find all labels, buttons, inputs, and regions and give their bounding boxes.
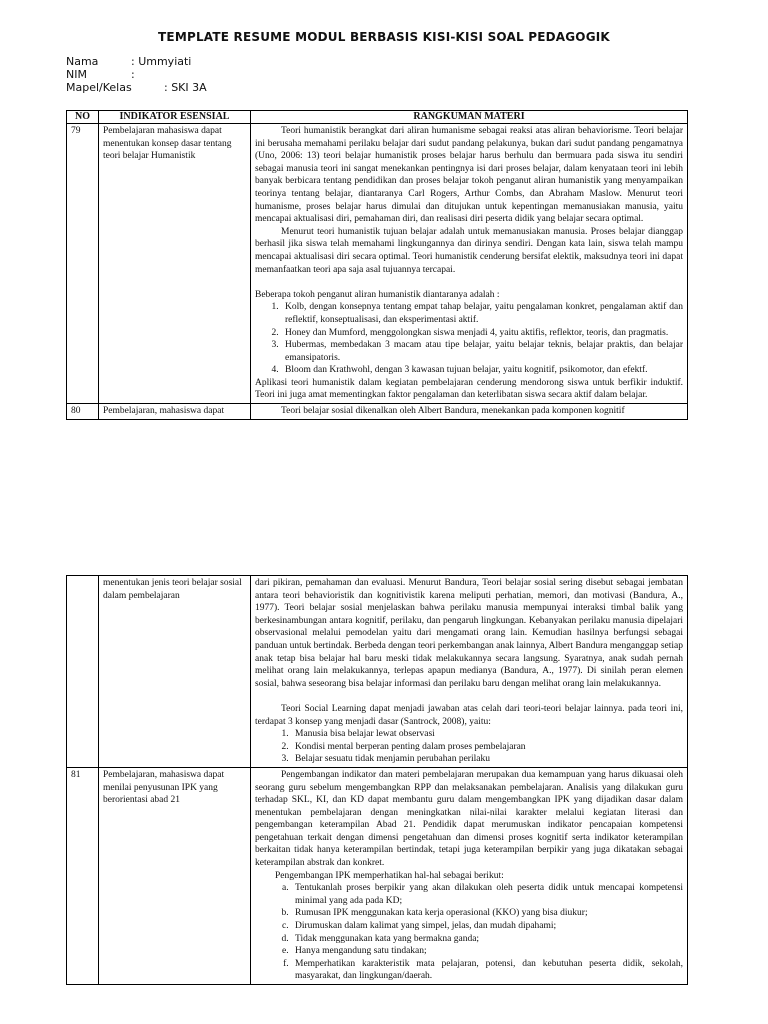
list-item: 1. Kolb, dengan konsepnya tentang empat tahap belajar, yaitu pengalaman konkret, pengalaman aktif dan reflektif, konseptualisasi, dan eksperimentasi aktif. [281,301,683,326]
list-item: a. Tentukanlah proses berpikir yang akan dilakukan oleh peserta didik untuk mencapai kompetensi minimal yang ada pada KD; [291,882,683,907]
mapel-label: Mapel/Kelas [66,81,132,94]
row80-indicator-text: Pembelajaran, mahasiswa dapat [103,406,225,416]
row80-paragraph-1: dari pikiran, pemahaman dan evaluasi. Menurut Bandura, Teori belajar sosial sering disebut sebagai jembatan antara teori behavioristik dan kognitivistik karena meliputi perhatian, memori, dan motivasi (Bandura, A., 1977). Teori belajar sosial menjelaskan bahwa perilaku manusia mempunyai interaksi timbal balik yang berkesinambungan antara kognitif, perilaku, dan pengaruh lingkungan. Kebanyakan perilaku manusia dipelajari observasional melalui pemodelan yaitu dari mengamati orang lain. Kemudian hasilnya berfungsi sebagai panduan untuk bertindak. Berbeda dengan teori perkembangan anak lainnya, Albert Bandura menganggap setiap anak tetap bisa belajar hal baru meski tidak melakukannya secara langsung. Syaratnya, anak sudah pernah melihat orang lain melakukannya, terlepas apapun medianya (Bandura, A., 1977). Di sinilah peran elemen sosial, bahwa seseorang bisa belajar informasi dan perilaku baru dengan melihat orang lain melakukannya. [255,578,683,689]
table-row-80-start [67,404,688,420]
row80-summary-part1 [251,404,688,420]
list-item: e. Hanya mengandung satu tindakan; [291,945,683,958]
nama-label: Nama [66,55,99,68]
row80-konsep-list [255,728,683,766]
list-item: d. Tidak menggunakan kata yang bermakna ganda; [291,933,683,946]
table-row-79 [67,124,688,404]
row80-indicator-part1 [99,404,251,420]
row79-paragraph-2: Menurut teori humanistik tujuan belajar adalah untuk memanusiakan manusia. Proses belajar dianggap berhasil jika siswa telah memahami lingkungannya dan dirinya sendiri. Dengan kata lain, siswa telah mampu mencapai aktualisasi diri secara optimal. Teori humanistik cenderung bersifat elektik, maksudnya teori ini dapat memanfaatkan teori apa saja asal tujuannya tercapai. [255,226,683,275]
row81-ipk-list [255,882,683,983]
list-item: b. Rumusan IPK menggunakan kata kerja operasional (KKO) yang bisa diukur; [291,907,683,920]
row79-indicator: Pembelajaran mahasiswa dapat menentukan konsep dasar tentang teori belajar Humanistik [99,124,251,404]
row80-summary-part2 [251,576,688,768]
list-item: 1. Manusia bisa belajar lewat observasi [291,728,683,741]
header-no: NO [67,111,99,124]
list-item: f. Memperhatikan karakteristik mata pelajaran, potensi, dan kebutuhan peserta didik, sekolah, masyarakat, dan lingkungan/daerah. [291,958,683,983]
row79-no: 79 [67,124,99,404]
nama-value: : Ummyiati [131,55,192,68]
header-rangkuman: RANGKUMAN MATERI [251,111,688,124]
resume-table-page2 [66,575,688,985]
row81-summary [251,767,688,984]
row80-summary-text: Teori belajar sosial dikenalkan oleh Albert Bandura, menekankan pada komponen kognitif [281,406,625,416]
nim-value: : [131,68,135,81]
mapel-value: : SKI 3A [164,81,207,94]
list-item: 3. Hubermas, membedakan 3 macam atau tipe belajar, yaitu belajar teknis, belajar praktis, dan belajar emansipatoris. [281,339,683,364]
row80-no: 80 [67,404,99,420]
row79-paragraph-1: Teori humanistik berangkat dari aliran humanisme sebagai reaksi atas aliran behaviorisme. Teori belajar ini berusaha memahami perilaku belajar dari sudut pandang pelakunya, bukan dari sudut pandang pengamatnya (Uno, 2006: 13) teori belajar humanistik proses belajar harus berhulu dan bermuara pada siswa itu sendiri sebagai manusia teori ini sangat menekankan pentingnya isi dari proses belajar, dalam kenyataan teori ini lebih banyak berbicara tentang pendidikan dan proses belajar tokoh penganut aliran humanistik yang menyampaikan teorinya tentang belajar, diantaranya Carl Rogers, Arthur Combs, dan Abraham Maslow. Menurut teori humanisme, proses belajar harus dimulai dan ditujukan untuk kepentingan memanusiakan manusia, yaitu mencapai aktualisasi diri, pemahaman diri, dan realisasi diri peserta didik yang belajar secara optimal. [255,126,683,225]
list-item: 2. Honey dan Mumford, menggolongkan siswa menjadi 4, yaitu aktifis, reflektor, teoris, dan pragmatis. [281,327,683,340]
header-indikator: INDIKATOR ESENSIAL [99,111,251,124]
row80-indicator-part2: menentukan jenis teori belajar sosial dalam pembelajaran [99,576,251,768]
row79-tokoh-list [255,301,683,377]
table-row-80-cont [67,576,688,768]
list-item: c. Dirumuskan dalam kalimat yang simpel, jelas, dan mudah dipahami; [291,920,683,933]
list-item: 2. Kondisi mental berperan penting dalam proses pembelajaran [291,741,683,754]
resume-table-page1 [66,110,688,420]
row79-paragraph-4: Aplikasi teori humanistik dalam kegiatan pembelajaran cenderung mendorong siswa untuk berfikir induktif. Teori ini juga amat mementingkan faktor pengalaman dan keterlibatan siswa secara aktif dalam belajar. [255,377,683,401]
table-row-81 [67,767,688,984]
row81-indicator: Pembelajaran, mahasiswa dapat menilai penyusunan IPK yang berorientasi abad 21 [99,767,251,984]
nim-label: NIM [66,68,87,81]
row81-no: 81 [67,767,99,984]
row80-paragraph-2: Teori Social Learning dapat menjadi jawaban atas celah dari teori-teori belajar lainnya. pada teori ini, terdapat 3 konsep yang menjadi dasar (Santrock, 2008), yaitu: [255,703,683,727]
table-header-row [67,111,688,124]
row81-paragraph-1: Pengembangan indikator dan materi pembelajaran merupakan dua kemampuan yang harus dikuasai oleh seorang guru sebelum mengembangkan RPP dan melaksanakan pembelajaran. Analisis yang dilakukan guru terhadap SKL, KI, dan KD dapat membantu guru dalam mengembangkan IPK yang dijadikan dasar dalam menentukan pembelajaran dengan meningkatkan nilai-nilai karakter melalui kegiatan literasi dan pengembangan keterampilan Abad 21. Pendidik dapat merumuskan indikator pencapaian kompetensi pengetahuan terkait dengan dimensi pengetahuan dan dimensi proses kognitif serta indikator keterampilan berkaitan tidak hanya keterampilan bertindak, tetapi juga keterampilan berpikir yang juga dikatakan sebagai keterampilan abstrak dan konkret. [255,769,683,869]
list-item: 3. Belajar sesuatu tidak menjamin perubahan perilaku [291,753,683,766]
row79-summary [251,124,688,404]
list-item: 4. Bloom dan Krathwohl, dengan 3 kawasan tujuan belajar, yaitu kognitif, psikomotor, dan efektf. [281,364,683,377]
row79-paragraph-3: Beberapa tokoh penganut aliran humanistik diantaranya adalah : [255,289,500,300]
page-title: TEMPLATE RESUME MODUL BERBASIS KISI-KISI SOAL PEDAGOGIK [158,30,610,44]
row80-no-cont [67,576,99,768]
row81-paragraph-2: Pengembangan IPK memperhatikan hal-hal sebagai berikut: [275,870,504,881]
